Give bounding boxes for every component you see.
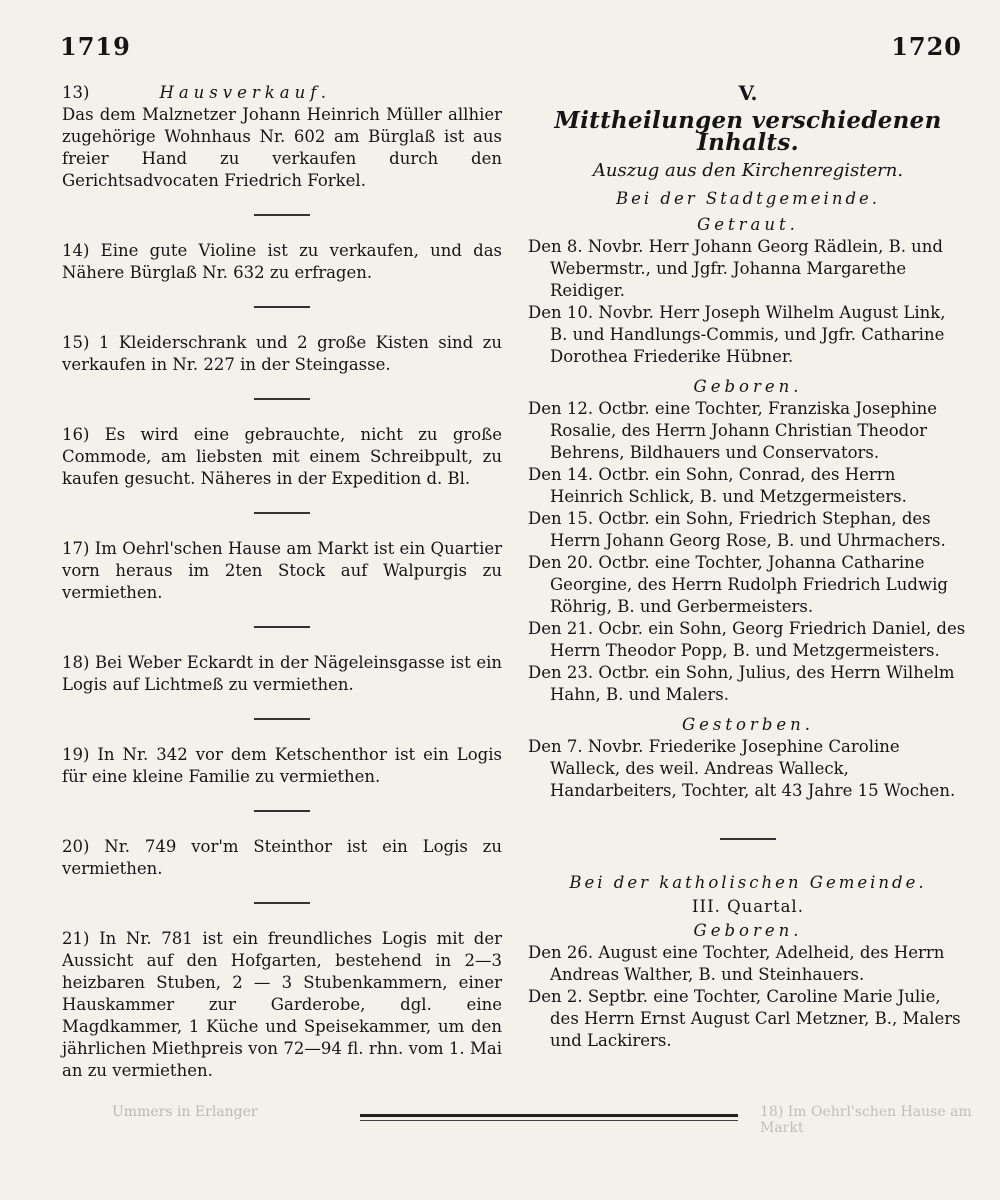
category-gestorben: Gestorben.: [681, 715, 815, 734]
category-geboren-catholic: Geboren.: [693, 921, 803, 940]
notice-20: 20) Nr. 749 vor'm Steinthor ist ein Logis zu vermiethen.: [62, 837, 502, 878]
register-entry: Den 2. Septbr. eine Tochter, Caroline Marie Julie, des Herrn Ernst August Carl Metzner, B., Malers und Lackirers.: [528, 987, 961, 1050]
notice-14: 14) Eine gute Violine ist zu verkaufen, und das Nähere Bürglaß Nr. 632 zu erfragen.: [62, 241, 502, 282]
category-getraut: Getraut.: [697, 215, 799, 234]
register-entry: Den 12. Octbr. eine Tochter, Franziska Josephine Rosalie, des Herrn Johann Christian Theodor Behrens, Bildhauers und Conservators.: [528, 399, 937, 462]
page-number-right: 1720: [891, 32, 962, 61]
notice-17: 17) Im Oehrl'schen Hause am Markt ist ein Quartier vorn heraus im 2ten Stock auf Walpurgis zu vermiethen.: [62, 539, 502, 602]
register-entry: Den 7. Novbr. Friederike Josephine Caroline Walleck, des weil. Andreas Walleck, Handarbeiters, Tochter, alt 43 Jahre 15 Wochen.: [528, 737, 956, 800]
page-number-left: 1719: [60, 32, 131, 61]
register-entry: Den 10. Novbr. Herr Joseph Wilhelm August Link, B. und Handlungs-Commis, und Jgfr. Catharine Dorothea Friederike Hübner.: [528, 303, 946, 366]
bottom-double-rule: [360, 1114, 738, 1121]
register-entry: Den 23. Octbr. ein Sohn, Julius, des Herrn Wilhelm Hahn, B. und Malers.: [528, 663, 955, 704]
notice-16: 16) Es wird eine gebrauchte, nicht zu große Commode, am liebsten mit einem Schreibpult, zu kaufen gesucht. Näheres in der Expedition d. Bl.: [62, 425, 502, 488]
notice-18: 18) Bei Weber Eckardt in der Nägeleinsgasse ist ein Logis auf Lichtmeß zu vermiethen.: [62, 653, 502, 694]
section-subtitle: Auszug aus den Kirchenregistern.: [592, 160, 904, 181]
register-entry: Den 8. Novbr. Herr Johann Georg Rädlein, B. und Webermstr., und Jgfr. Johanna Margarethe Reidiger.: [528, 237, 943, 300]
notice-heading: 13) Hausverkauf.: [62, 83, 331, 102]
section-title: Mittheilungen verschiedenen Inhalts.: [554, 107, 942, 156]
bleed-through-text: 18) Im Oehrl'schen Hause am Markt: [760, 1104, 972, 1136]
register-entry: Den 21. Ocbr. ein Sohn, Georg Friedrich Daniel, des Herrn Theodor Popp, B. und Metzgermeisters.: [528, 619, 966, 660]
notice-13: 13) Hausverkauf. Das dem Malznetzer Johann Heinrich Müller allhier zugehörige Wohnhaus Nr. 602 am Bürglaß ist aus freier Hand zu verkaufen durch den Gerichtsadvocaten Friedrich Forkel.: [62, 83, 502, 190]
notice-15: 15) 1 Kleiderschrank und 2 große Kisten sind zu verkaufen in Nr. 227 in der Steingasse.: [62, 333, 502, 374]
register-entry: Den 14. Octbr. ein Sohn, Conrad, des Herrn Heinrich Schlick, B. und Metzgermeisters.: [528, 465, 907, 506]
register-entry: Den 15. Octbr. ein Sohn, Friedrich Stephan, des Herrn Johann Georg Rose, B. und Uhrmachers.: [528, 509, 946, 550]
register-entry: Den 26. August eine Tochter, Adelheid, des Herrn Andreas Walther, B. und Steinhauers.: [528, 943, 945, 984]
notice-21: 21) In Nr. 781 ist ein freundliches Logis mit der Aussicht auf den Hofgarten, bestehend in 2—3 heizbaren Stuben, 2 — 3 Stubenkammern, einer Hauskammer zur Garderobe, dgl. eine Magdkammer, 1 Küche und Speisekammer, um den jährlichen Miethpreis von 72—94 fl. rhn. vom 1. Mai an zu vermiethen.: [62, 929, 502, 1080]
left-column: [62, 82, 502, 1082]
section-roman-numeral: V.: [738, 81, 758, 105]
right-column: [528, 82, 968, 1052]
quarter-label: III. Quartal.: [692, 897, 804, 916]
bleed-through-text: Ummers in Erlanger: [112, 1104, 258, 1120]
register-entry: Den 20. Octbr. eine Tochter, Johanna Catharine Georgine, des Herrn Rudolph Friedrich Ludwig Röhrig, B. und Gerbermeisters.: [528, 553, 948, 616]
category-geboren: Geboren.: [693, 377, 803, 396]
notice-19: 19) In Nr. 342 vor dem Ketschenthor ist ein Logis für eine kleine Familie zu vermiethen.: [62, 745, 502, 786]
parish-heading-city: Bei der Stadtgemeinde.: [615, 189, 881, 208]
parish-heading-catholic: Bei der katholischen Gemeinde.: [569, 873, 927, 892]
